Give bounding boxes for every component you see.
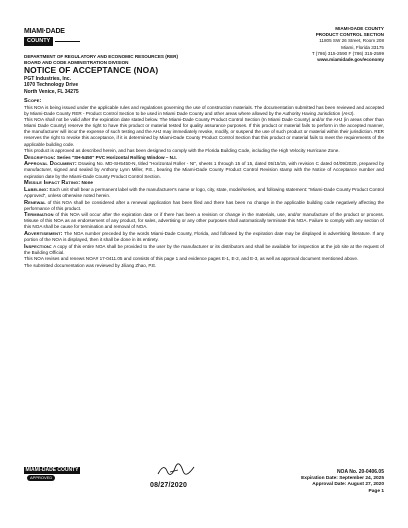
reviewer-paragraph: The submitted documentation was reviewed by Jiliang Zhao, P.E. [24,262,157,268]
missile-impact-heading: Missile Impact Rating: [24,180,81,187]
logo-wordmark: MIAMI·DADE [24,28,65,35]
scope-paragraph-2: This NOA shall not be valid after the expiration date stated below. The Miami-Dade County Product Control Section (In Miami Dade County) and/or the AHJ (in areas other than Miami Dade County) reserve the right to have this product or material tested for quality assurance purposes. If this product or material fails to perform in the accepted manner, the manufacturer will incur the expense of such testing and the AHJ may immediately revoke, modify, or suspend the use of such product or material within their jurisdiction. RER reserves the right to revoke this acceptance, if it is determined by Miami-Dade County Product Control Section that this product or material fails to meet the requirements of the applicable building code. [24,117,384,147]
revision-paragraph: This NOA revises and renews NOA# 17-0411.05 and consists of this page 1 and evidence pages E-1, E-2, and E-3, as well as approval document mentioned above. [24,256,359,262]
reviewer-signature-icon [156,462,196,478]
scope-heading: Scope: [24,98,42,104]
division-name: BOARD AND CODE ADMINISTRATION DIVISION [24,59,129,65]
description-text: Series "SH-5450" PVC Horizontal Rolling Window – N.I. [55,154,177,160]
termination-paragraph [24,212,384,230]
header-county: MIAMI-DADE COUNTY [335,26,384,31]
inspection-heading: Inspection: [24,243,52,250]
header-city: Miami, Florida 33175 [341,44,384,50]
approved-stamp-pill: APPROVED [27,475,55,481]
department-name: DEPARTMENT OF REGULATORY AND ECONOMIC RESOURCES (RER) [24,54,178,59]
header-contact-block [254,26,384,63]
labeling-paragraph [24,187,384,199]
logo-county-box: COUNTY [24,37,53,46]
department-block [24,54,264,66]
header-phone: T (786) 315-2590 F (786) 315-2599 [311,50,384,56]
document-title: NOTICE OF ACCEPTANCE (NOA) [24,65,159,75]
logo-rule [55,41,80,42]
header-url[interactable]: www.miamidade.gov/economy [317,57,384,63]
scope-paragraph-3: This product is approved as described herein, and has been designed to comply with the Florida Building Code, including the High Velocity Hurricane Zone. [24,148,340,154]
renewal-paragraph [24,200,384,212]
approval-date: Approval Date: August 27, 2020 [312,482,384,488]
description-paragraph [24,155,384,161]
recipient-company: PGT Industries, Inc. [24,76,71,82]
inspection-paragraph [24,244,384,256]
missile-impact-paragraph [24,180,384,186]
miami-dade-logo [24,27,80,49]
approved-stamp-county: MIAMI-DADE COUNTY [25,467,79,473]
recipient-address [24,76,79,95]
page-number: Page 1 [368,488,384,494]
header-street: 11805 SW 26 Street, Room 208 [319,38,384,44]
approval-document-text: Drawing No. MD-SH5450-N, titled "Horizontal Roller - NI", sheets 1 through 15 of 15, dated 05/15/15, with revision C dated 04/09/2020, prepared by manufacturer, signed and sealed by Anthony Lynn Miller, P.E., bearing the Miami-Dade County Product Control Revision stamp with the Notice of Acceptance number and expiration date by the Miami-Dade County Product Control Section. [24,161,384,179]
approval-document-paragraph [24,161,384,179]
renewal-heading: Renewal [24,199,46,206]
advertisement-text: The NOA number preceded by the words Miami-Dade County, Florida, and followed by the expiration date may be displayed in advertising literature. If any portion of the NOA is displayed, then it shall be done in its entirety. [24,230,384,242]
approved-stamp [24,467,80,481]
inspection-text: A copy of this entire NOA shall be provided to the user by the manufacturer or its distributors and shall be available for inspection at the job site at the request of the Building Official. [24,243,384,255]
expiration-date: Expiration Date: September 24, 2025 [301,475,384,481]
termination-heading: Termination [24,212,54,219]
labeling-heading: Labeling: [24,186,49,193]
signature-date: 08/27/2020 [150,482,188,489]
approval-document-heading: Approval Document: [24,161,77,168]
scope-paragraph-1: This NOA is being issued under the applicable rules and regulations governing the use of construction materials. The documentation submitted has been reviewed and accepted by Miami-Dade County RER - Product Control Section to be used in Miami Dade County and other areas where allowed by the Authority Having Jurisdiction (AHJ). [24,104,384,116]
advertisement-heading: Advertisement: [24,230,63,237]
header-section: PRODUCT CONTROL SECTION [315,32,384,38]
termination-text: of this NOA will occur after the expiration date or if there has been a revision or change in the materials, use, and/or manufacture of the product or process. Misuse of this NOA as an endorsement of any product, for sales, advertising or any other purposes shall automatically terminate this NOA. Failure to comply with any section of this NOA shall be cause for termination and removal of NOA. [24,212,384,230]
recipient-city: North Venice, FL 34275 [24,88,79,95]
renewal-text: of this NOA shall be considered after a renewal application has been filed and there has been no change in the applicable building code negatively affecting the performance of this product. [24,199,384,211]
labeling-text: Each unit shall bear a permanent label with the manufacturer's name or logo, city, state, model/series, and following statement: "Miami-Dade County Product Control Approved", unless otherwise noted herein. [24,186,384,198]
recipient-street: 1070 Technology Drive [24,82,79,89]
description-heading: Description: [24,154,56,161]
document-body [24,98,384,270]
advertisement-paragraph [24,231,384,243]
noa-footer-block [301,469,384,495]
missile-impact-text: None [80,180,93,186]
noa-number: NOA No. 20-0406.05 [336,469,384,475]
